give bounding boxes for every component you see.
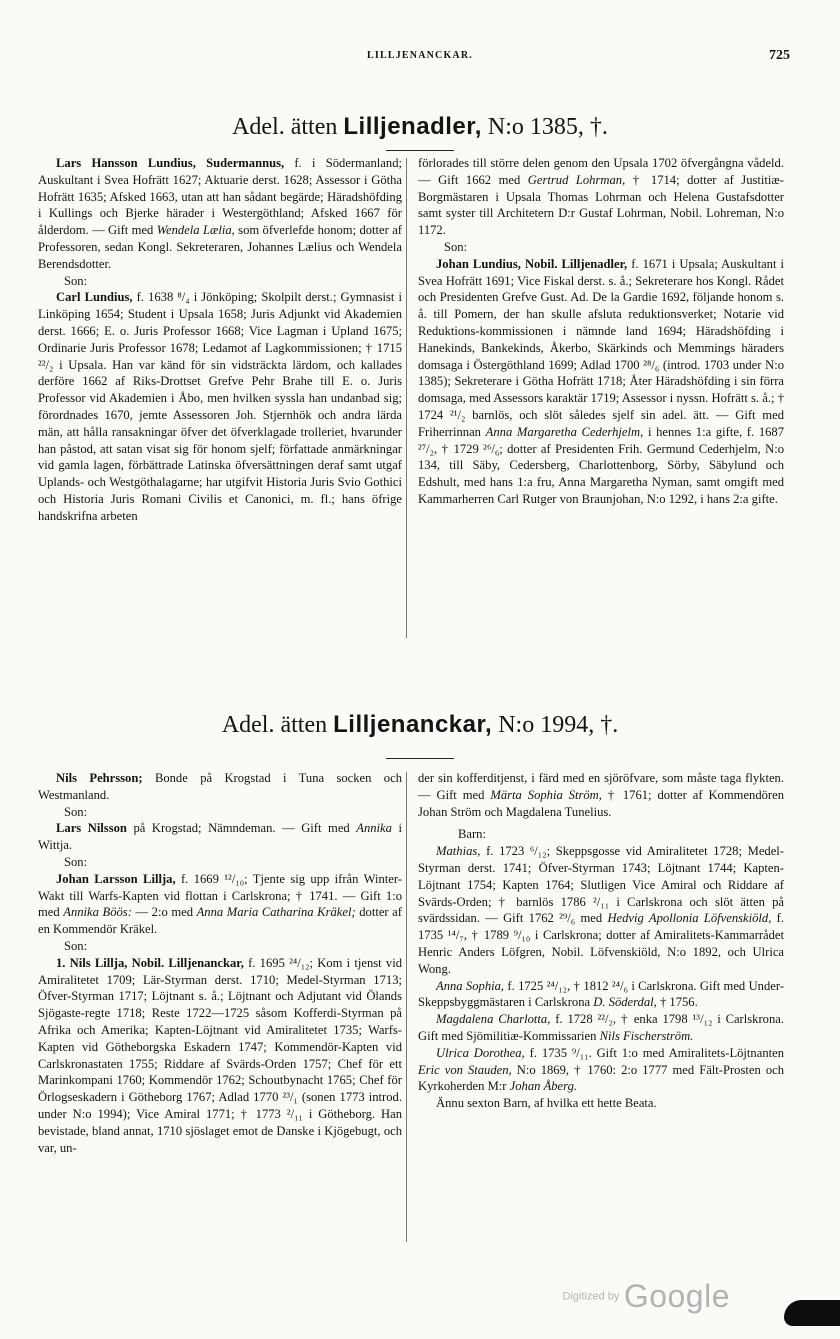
entry-nils-lillja-continued: der sin kofferditjenst, i färd med en sjöröfvare, som måste taga flykten. — Gift med Märta Sophia Ström, † 1761; dotter af Kommendören Johan Ström och Magdalena Tunelius. [418, 771, 785, 819]
son-label: Son: [64, 273, 88, 288]
entry-johan-larsson-lillja: Johan Larsson Lillja, f. 1669 ¹²/₁₀; Tjente sig upp ifrån Winter-Wakt till Warfs-Kapten vid flottan i Carlskrona; † 1741. — Gift 1:o med Annika Böös: — 2:o med Anna Maria Catharina Kräkel; dotter af en Kommendör Kräkel. [38, 871, 402, 937]
title-suffix: N:o 1385, †. [487, 114, 608, 140]
entry-remaining-children: Ännu sexton Barn, af hvilka ett hette Beata. [436, 1096, 657, 1111]
entry-mathias: Mathias, f. 1723 ⁶/₁₂; Skeppsgosse vid Amiralitetet 1728; Medel-Styrman derst. 1741; Öfver-Styrman 1743; Löjtnant 1744; Kapten-Löjtnant 1754; Kapten 1764; Slutligen Vice Amiral och Riddare af Svärds-Orden; † barnlös 1786 ²/₁₁ i Carlskrona och slöt ätten på svärdssidan. — Gift 1762 ²⁹/₆ med Hedvig Apollonia Löfvenskiöld, f. 1735 ¹⁴/₇, † 1789 ⁹/₁₀ i Carlskrona; dotter af Amiralitets-Kammarrådet Henric Anders Löfgren, Nobil. Löfvenskiöld, N:o 1892, och Ulrica Wong. [418, 844, 784, 976]
title-rule [386, 150, 454, 151]
article-title-lilljenadler [0, 112, 840, 142]
article1-right-column [418, 155, 784, 508]
google-logo: Google [623, 1278, 730, 1314]
digitized-by-google-watermark: Digitized by Google [562, 1278, 730, 1314]
article1-left-column [38, 155, 402, 525]
running-header-title: LILLJENANCKAR. [367, 50, 473, 61]
scan-corner-shadow [784, 1300, 840, 1326]
title-rule [386, 758, 454, 759]
entry-magdalena-charlotta: Magdalena Charlotta, f. 1728 ²²/₂, † enka 1798 ¹³/₁₂ i Carlskrona. Gift med Sjömilitiæ-Kommissarien Nils Fischerström. [418, 1012, 784, 1043]
title-family-name: Lilljenadler, [343, 113, 482, 140]
article2-left-column [38, 770, 402, 1156]
son-label: Son: [64, 804, 88, 819]
entry-nils-lillja: 1. Nils Lillja, Nobil. Lilljenanckar, f. 1695 ²⁴/₁₂; Kom i tjenst vid Amiralitetet 1709; Lär-Styrman derst. 1710; Medel-Styrman 1713; Öfver-Styrman 1717; Löjtnant s. å.; Löjtnant och Adjutant vid Ölands Sjögaste-regte 1718; Reste 1722—1725 såsom Kofferdi-Styrman på Afrika och Amerika; Kapten-Löjtnant vid Amiralitetet 1735; Warfs-Kapten vid Götheborgska Eskadern 1747; Kommendör-Kapten vid Carlskronastaten 1755; Riddare af Svärds-Orden 1757; Chef för ett Marinkompani 1760; Kommendör 1762; Schoutbynacht 1765; Chef för Örlogseskadern i Götheborg 1767; Adlad 1770 ²³/₁ (sonen 1773 introd. under N:o 1994); Vice Amiral 1771; † 1773 ²/₁₁ i Götheborg. Han bevistade, bland annat, 1710 sjöslaget emot de Danske i Kjögebugt, och var, un- [38, 955, 402, 1155]
article-title-lilljenanckar [0, 710, 840, 740]
entry-lars-hansson-lundius: Lars Hansson Lundius, Sudermannus, f. i Södermanland; Auskultant i Svea Hofrätt 1627; Aktuarie derst. 1628; Assessor i Götha Hofrätt 1635; Afsked 1663, utan att han sådant begärde; Häradshöfding i Kullings och Bjerke härader i Westergöthland; Afsked 1667 för ålderdom. — Gift med Wendela Lælia, som öfverlefde honom; dotter af Professoren, sedan Kongl. Sekreteraren, Johannes Lælius och Wendela Berendsdotter. [38, 156, 402, 271]
entry-ulrica-dorothea: Ulrica Dorothea, f. 1735 ⁹/₁₁. Gift 1:o med Amiralitets-Löjtnanten Eric von Stauden, N:o 1869, † 1760: 2:o 1777 med Fält-Prosten och Kyrkoherden M:r Johan Åberg. [418, 1045, 784, 1094]
page-number: 725 [769, 48, 790, 63]
title-suffix: N:o 1994, †. [498, 712, 619, 738]
title-prefix: Adel. ätten [232, 114, 338, 140]
article2-right-column [418, 770, 784, 1112]
entry-nils-pehrsson: Nils Pehrsson; Bonde på Krogstad i Tuna socken och Westmanland. [38, 771, 402, 802]
son-label: Son: [444, 239, 468, 254]
title-prefix: Adel. ätten [221, 712, 328, 738]
entry-carl-lundius: Carl Lundius, f. 1638 ⁸/₄ i Jönköping; Skolpilt derst.; Gymnasist i Linköping 1654; Student i Upsala 1658; Juris Adjunkt vid Akademien derst. 1666; E. o. Juris Professor 1668; Vice Lagman i Upland 1675; Ordinarie Juris Professor 1678; Ledamot af Lagkommissionen; † 1715 ²²/₂ i Upsala. Han var känd för sin vidsträckta lärdom, och kallades derföre 1662 af Riks-Drottset Grefve Pehr Brahe till E. o. Juris Professor vid Akademien i Åbo, men hvilken syssla han undanbad sig; förordnades 1670, jemte Assessoren Joh. Stjernhök och andra lärda män, att hålla ransakningar öfver det öfverklagade trolleriet, hvarunder han påstod, att satan visat sig för honom sjelf; författade anmärkningar vid gamla lagen, förbättrade Latinska öfversättningen deraf samt utgaf Uplands- och Westgöthalagarne; har utgifvit Historia Juris Svio Gothici och Historia Juris Romani Civilis et Canonici, m. fl.; hans öfrige handskrifna arbeten [38, 290, 402, 523]
entry-johan-lundius: Johan Lundius, Nobil. Lilljenadler, f. 1671 i Upsala; Auskultant i Svea Hofrätt 1691; Vice Fiskal derst. s. å.; Sekreterare hos Kongl. Rådet och Presidenten Grefve Gust. Ad. De la Gardie 1692, följande honom s. å. till Pomern, der han skulle afsluta reduktionsverket; Notarie vid Reduktions-kommissionen i nämnde land 1694; Häradshöfding i Hanekinds, Bankekinds, Åkerbo, Skärkinds och Memmings häraders domsaga i Östergöthland 1699; Adlad 1700 ²⁸/₆ (introd. 1703 under N:o 1385); Sekreterare i Götha Hofrätt 1718; Åter Häradshöfding i sin förra domsaga, med Assessors karaktär 1719; Assessor i nyssn. Hofrätt s. å.; † 1724 ²¹/₂ barnlös, och slöt således sjelf sin adel. ätt. — Gift med Friherrinnan Anna Margaretha Cederhjelm, i hennes 1:a gifte, f. 1687 ²⁷/₂, † 1729 ²⁶/₆; dotter af Presidenten Frih. Germund Cederhjelm, N:o 134, till Säby, Cedersberg, Charlottenborg, Sörby, Säbylund och Edshult, med hans 1:a fru, Anna Margaretha Nyman, samt omgift med Kammarherren Carl Rutger von Braunjohan, N:o 1292, i hans 2:a gifte. [418, 256, 785, 506]
column-divider [406, 158, 407, 638]
barn-label: Barn: [458, 827, 486, 842]
entry-anna-sophia: Anna Sophia, f. 1725 ²⁴/₁₂, † 1812 ²⁴/₆ i Carlskrona. Gift med Under-Skeppsbyggmästaren i Carlskrona D. Söderdal, † 1756. [418, 978, 784, 1010]
title-family-name: Lilljenanckar, [333, 711, 493, 738]
entry-carl-lundius-continued: förlorades till större delen genom den Upsala 1702 öfvergångna vådeld. — Gift 1662 med Gertrud Lohrman, † 1714; dotter af Justitiæ-Borgmästaren i Upsala Thomas Lohrman och Helena Gustafsdotter samt syster till Architetern D:r Gustaf Lohrman, Nobil. Lohreman, N:o 1172. [418, 156, 784, 238]
entry-lars-nilsson: Lars Nilsson på Krogstad; Nämndeman. — Gift med Annika i Wittja. [38, 821, 402, 853]
son-label: Son: [64, 938, 88, 953]
son-label: Son: [64, 854, 88, 869]
column-divider [406, 772, 407, 1242]
